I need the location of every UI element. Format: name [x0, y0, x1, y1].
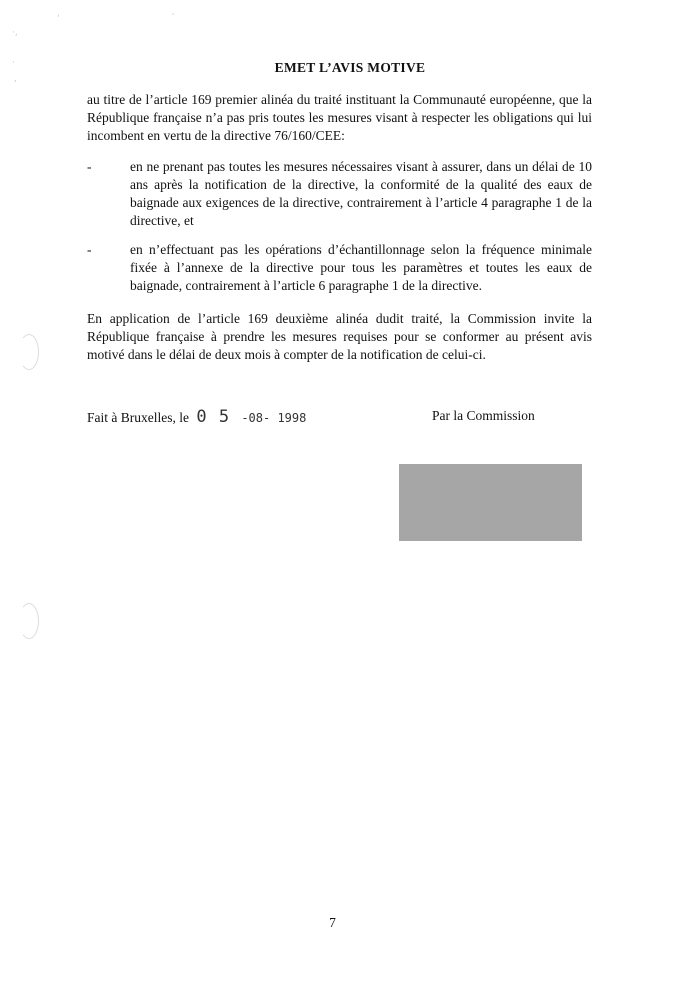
bullet-marker: - [87, 159, 92, 174]
scan-mark: ·, [12, 28, 18, 38]
scan-mark: ‘ [57, 14, 60, 24]
punch-hole-mark [19, 603, 39, 639]
bullet-text: en ne prenant pas toutes les mesures nécessaires visant à assurer, dans un délai de 10 ans après la notification de la directive, la conformité de la qualité des eaux de baignade aux exigences de la directive, contrairement à l’article 4 paragraphe 1 de la directive, et [130, 159, 592, 228]
bullet-marker: - [87, 242, 92, 257]
intro-paragraph: au titre de l’article 169 premier alinéa du traité instituant la Communauté européenne, que la République française n’a pas pris toutes les mesures visant à respecter les obligations qui lui incombent en vertu de la directive 76/160/CEE: [87, 92, 592, 143]
date-stamp [196, 407, 306, 427]
page-number: 7 [329, 915, 336, 930]
by-commission-label: Par la Commission [432, 408, 535, 423]
stamp-month-year: -08- 1998 [241, 411, 307, 425]
scan-mark: , [14, 74, 17, 84]
punch-hole-mark [19, 334, 39, 370]
signature-place-date [87, 407, 306, 427]
stamp-day: 0 5 [196, 407, 231, 427]
scan-mark: ' [172, 12, 175, 21]
place-label: Fait à Bruxelles, le [87, 410, 189, 425]
scan-mark: · [12, 58, 15, 68]
heading: EMET L’AVIS MOTIVE [274, 60, 426, 75]
application-paragraph: En application de l’article 169 deuxième alinéa dudit traité, la Commission invite la République française à prendre les mesures requises pour se conformer au présent avis motivé dans le délai de deux mois à compter de la notification de celui-ci. [87, 311, 592, 362]
bullet-text: en n’effectuant pas les opérations d’échantillonnage selon la fréquence minimale fixée à l’annexe de la directive pour tous les paramètres et toutes les eaux de baignade, contrairement à l’article 6 paragraphe 1 de la directive. [130, 242, 592, 293]
redacted-signature-block [399, 464, 582, 541]
